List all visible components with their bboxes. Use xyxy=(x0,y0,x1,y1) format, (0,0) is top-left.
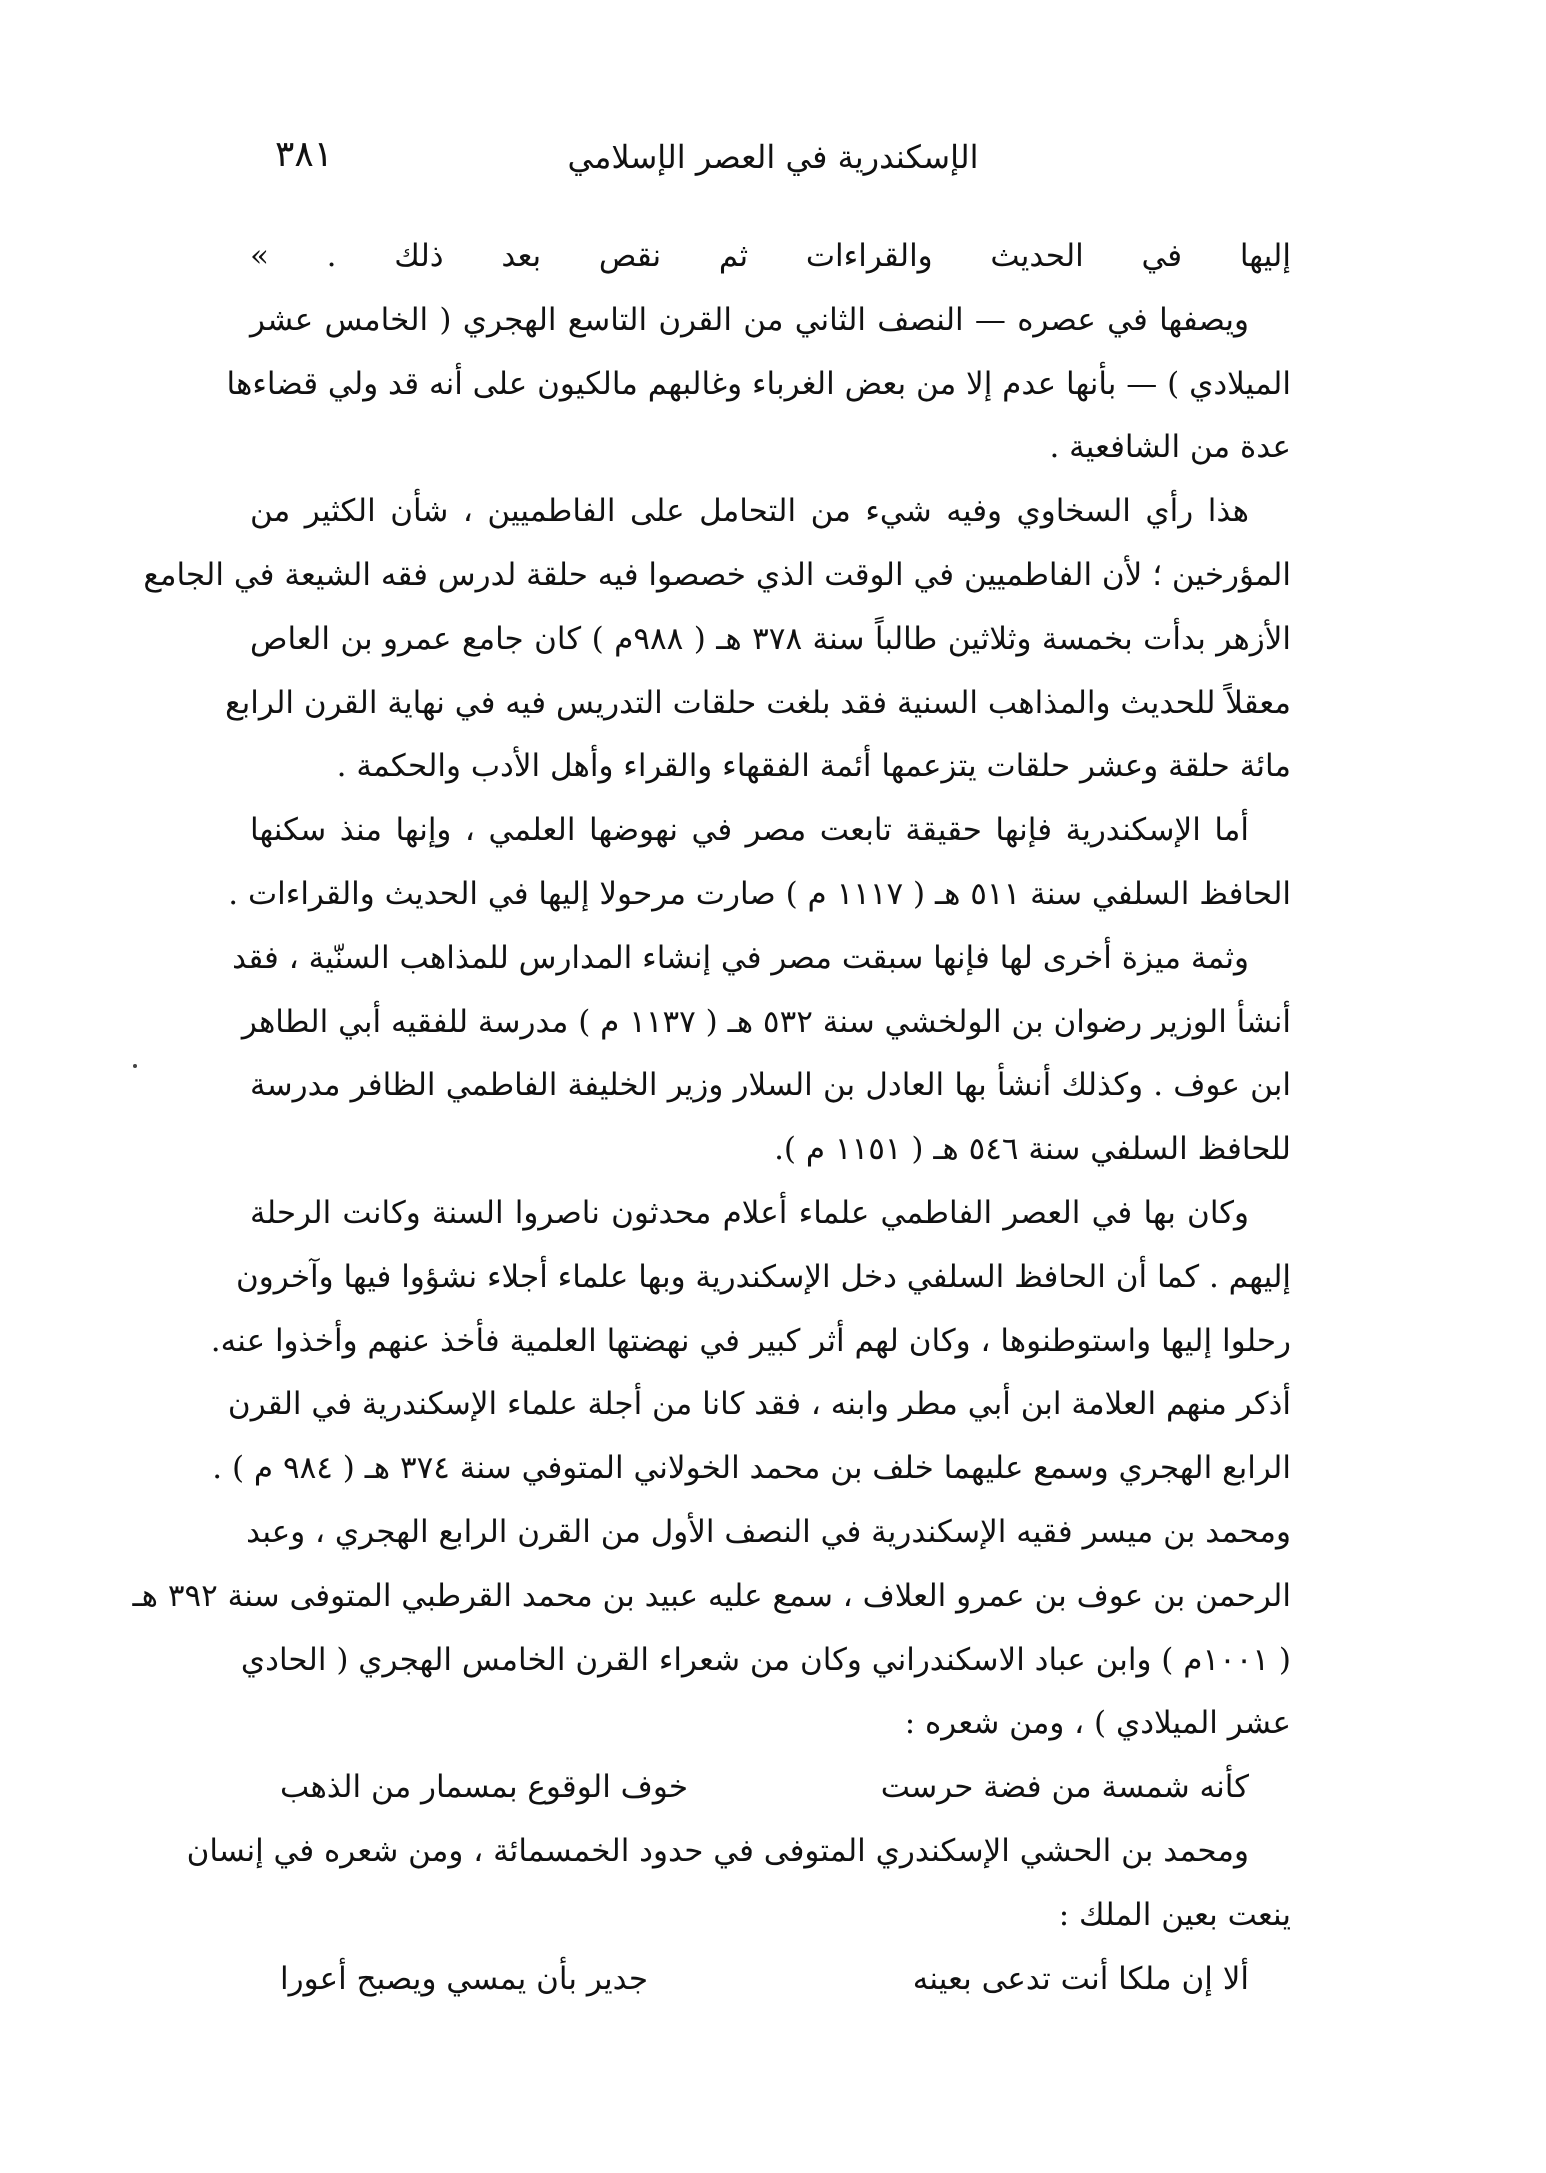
text-line: أما الإسكندرية فإنها حقيقة تابعت مصر في نهوضها العلمي ، وإنها منذ سكنها xyxy=(250,812,1249,849)
poem-verse xyxy=(250,1948,1291,2012)
text-line: عدة من الشافعية . xyxy=(1049,429,1291,466)
text-line: ومحمد بن الحشي الإسكندري المتوفى في حدود الخمسمائة ، ومن شعره في إنسان xyxy=(186,1832,1249,1869)
text-line: مائة حلقة وعشر حلقات يتزعمها أئمة الفقهاء والقراء وأهل الأدب والحكمة . xyxy=(336,748,1291,785)
page-header xyxy=(255,128,1291,198)
running-title: الإسكندرية في العصر الإسلامي xyxy=(567,138,979,176)
text-line: الرحمن بن عوف بن عمرو العلاف ، سمع عليه عبيد بن محمد القرطبي المتوفى سنة ٣٩٢ هـ xyxy=(132,1577,1291,1614)
text-line: هذا رأي السخاوي وفيه شيء من التحامل على الفاطميين ، شأن الكثير من xyxy=(250,493,1249,530)
verse-second-hemistich: خوف الوقوع بمسمار من الذهب xyxy=(280,1769,688,1806)
text-line: الرابع الهجري وسمع عليهما خلف بن محمد الخولاني المتوفي سنة ٣٧٤ هـ ( ٩٨٤ م ) . xyxy=(212,1450,1291,1487)
text-line: الميلادي ) — بأنها عدم إلا من بعض الغرباء وغالبهم مالكيون على أنه قد ولي قضاءها xyxy=(226,365,1291,402)
text-line: الأزهر بدأت بخمسة وثلاثين طالباً سنة ٣٧٨ هـ ( ٩٨٨م ) كان جامع عمرو بن العاص xyxy=(250,620,1292,657)
text-line: ومحمد بن ميسر فقيه الإسكندرية في النصف الأول من القرن الرابع الهجري ، وعبد xyxy=(246,1513,1291,1550)
text-line: أنشأ الوزير رضوان بن الولخشي سنة ٥٣٢ هـ ( ١١٣٧ م ) مدرسة للفقيه أبي الطاهر xyxy=(241,1003,1291,1040)
text-line: معقلاً للحديث والمذاهب السنية فقد بلغت حلقات التدريس فيه في نهاية القرن الرابع xyxy=(225,684,1291,721)
text-line: المؤرخين ؛ لأن الفاطميين في الوقت الذي خصصوا فيه حلقة لدرس فقه الشيعة في الجامع xyxy=(143,556,1291,593)
text-line: الحافظ السلفي سنة ٥١١ هـ ( ١١١٧ م ) صارت مرحولا إليها في الحديث والقراءات . xyxy=(228,875,1291,912)
poem-verse xyxy=(250,1756,1291,1820)
text-line: ينعت بعين الملك : xyxy=(1058,1896,1291,1933)
text-line: وكان بها في العصر الفاطمي علماء أعلام محدثون ناصروا السنة وكانت الرحلة xyxy=(250,1194,1249,1231)
text-line: ( ١٠٠١م ) وابن عباد الاسكندراني وكان من شعراء القرن الخامس الهجري ( الحادي xyxy=(240,1641,1291,1678)
text-line: إليهم . كما أن الحافظ السلفي دخل الإسكندرية وبها علماء أجلاء نشؤوا فيها وآخرون xyxy=(236,1258,1291,1295)
text-line: عشر الميلادي ) ، ومن شعره : xyxy=(904,1705,1291,1742)
text-line: إليها في الحديث والقراءات ثم نقص بعد ذلك . » xyxy=(250,238,1291,274)
text-line: للحافظ السلفي سنة ٥٤٦ هـ ( ١١٥١ م ). xyxy=(774,1131,1291,1168)
text-line: ويصفها في عصره — النصف الثاني من القرن التاسع الهجري ( الخامس عشر xyxy=(250,301,1249,338)
text-line: أذكر منهم العلامة ابن أبي مطر وابنه ، فقد كانا من أجلة علماء الإسكندرية في القرن xyxy=(227,1386,1291,1423)
scan-speck xyxy=(133,1064,137,1068)
verse-second-hemistich: جدير بأن يمسي ويصبح أعورا xyxy=(280,1960,649,1997)
text-line: ابن عوف . وكذلك أنشأ بها العادل بن السلار وزير الخليفة الفاطمي الظافر مدرسة xyxy=(250,1067,1291,1104)
verse-first-hemistich: كأنه شمسة من فضة حرست xyxy=(880,1769,1249,1806)
page-number: ٣٨١ xyxy=(275,134,334,175)
text-line: رحلوا إليها واستوطنوها ، وكان لهم أثر كبير في نهضتها العلمية فأخذ عنهم وأخذوا عنه. xyxy=(210,1322,1291,1359)
body-text xyxy=(132,225,1292,2011)
verse-first-hemistich: ألا إن ملكا أنت تدعى بعينه xyxy=(912,1960,1249,1997)
text-line: وثمة ميزة أخرى لها فإنها سبقت مصر في إنشاء المدارس للمذاهب السنّية ، فقد xyxy=(232,939,1249,976)
